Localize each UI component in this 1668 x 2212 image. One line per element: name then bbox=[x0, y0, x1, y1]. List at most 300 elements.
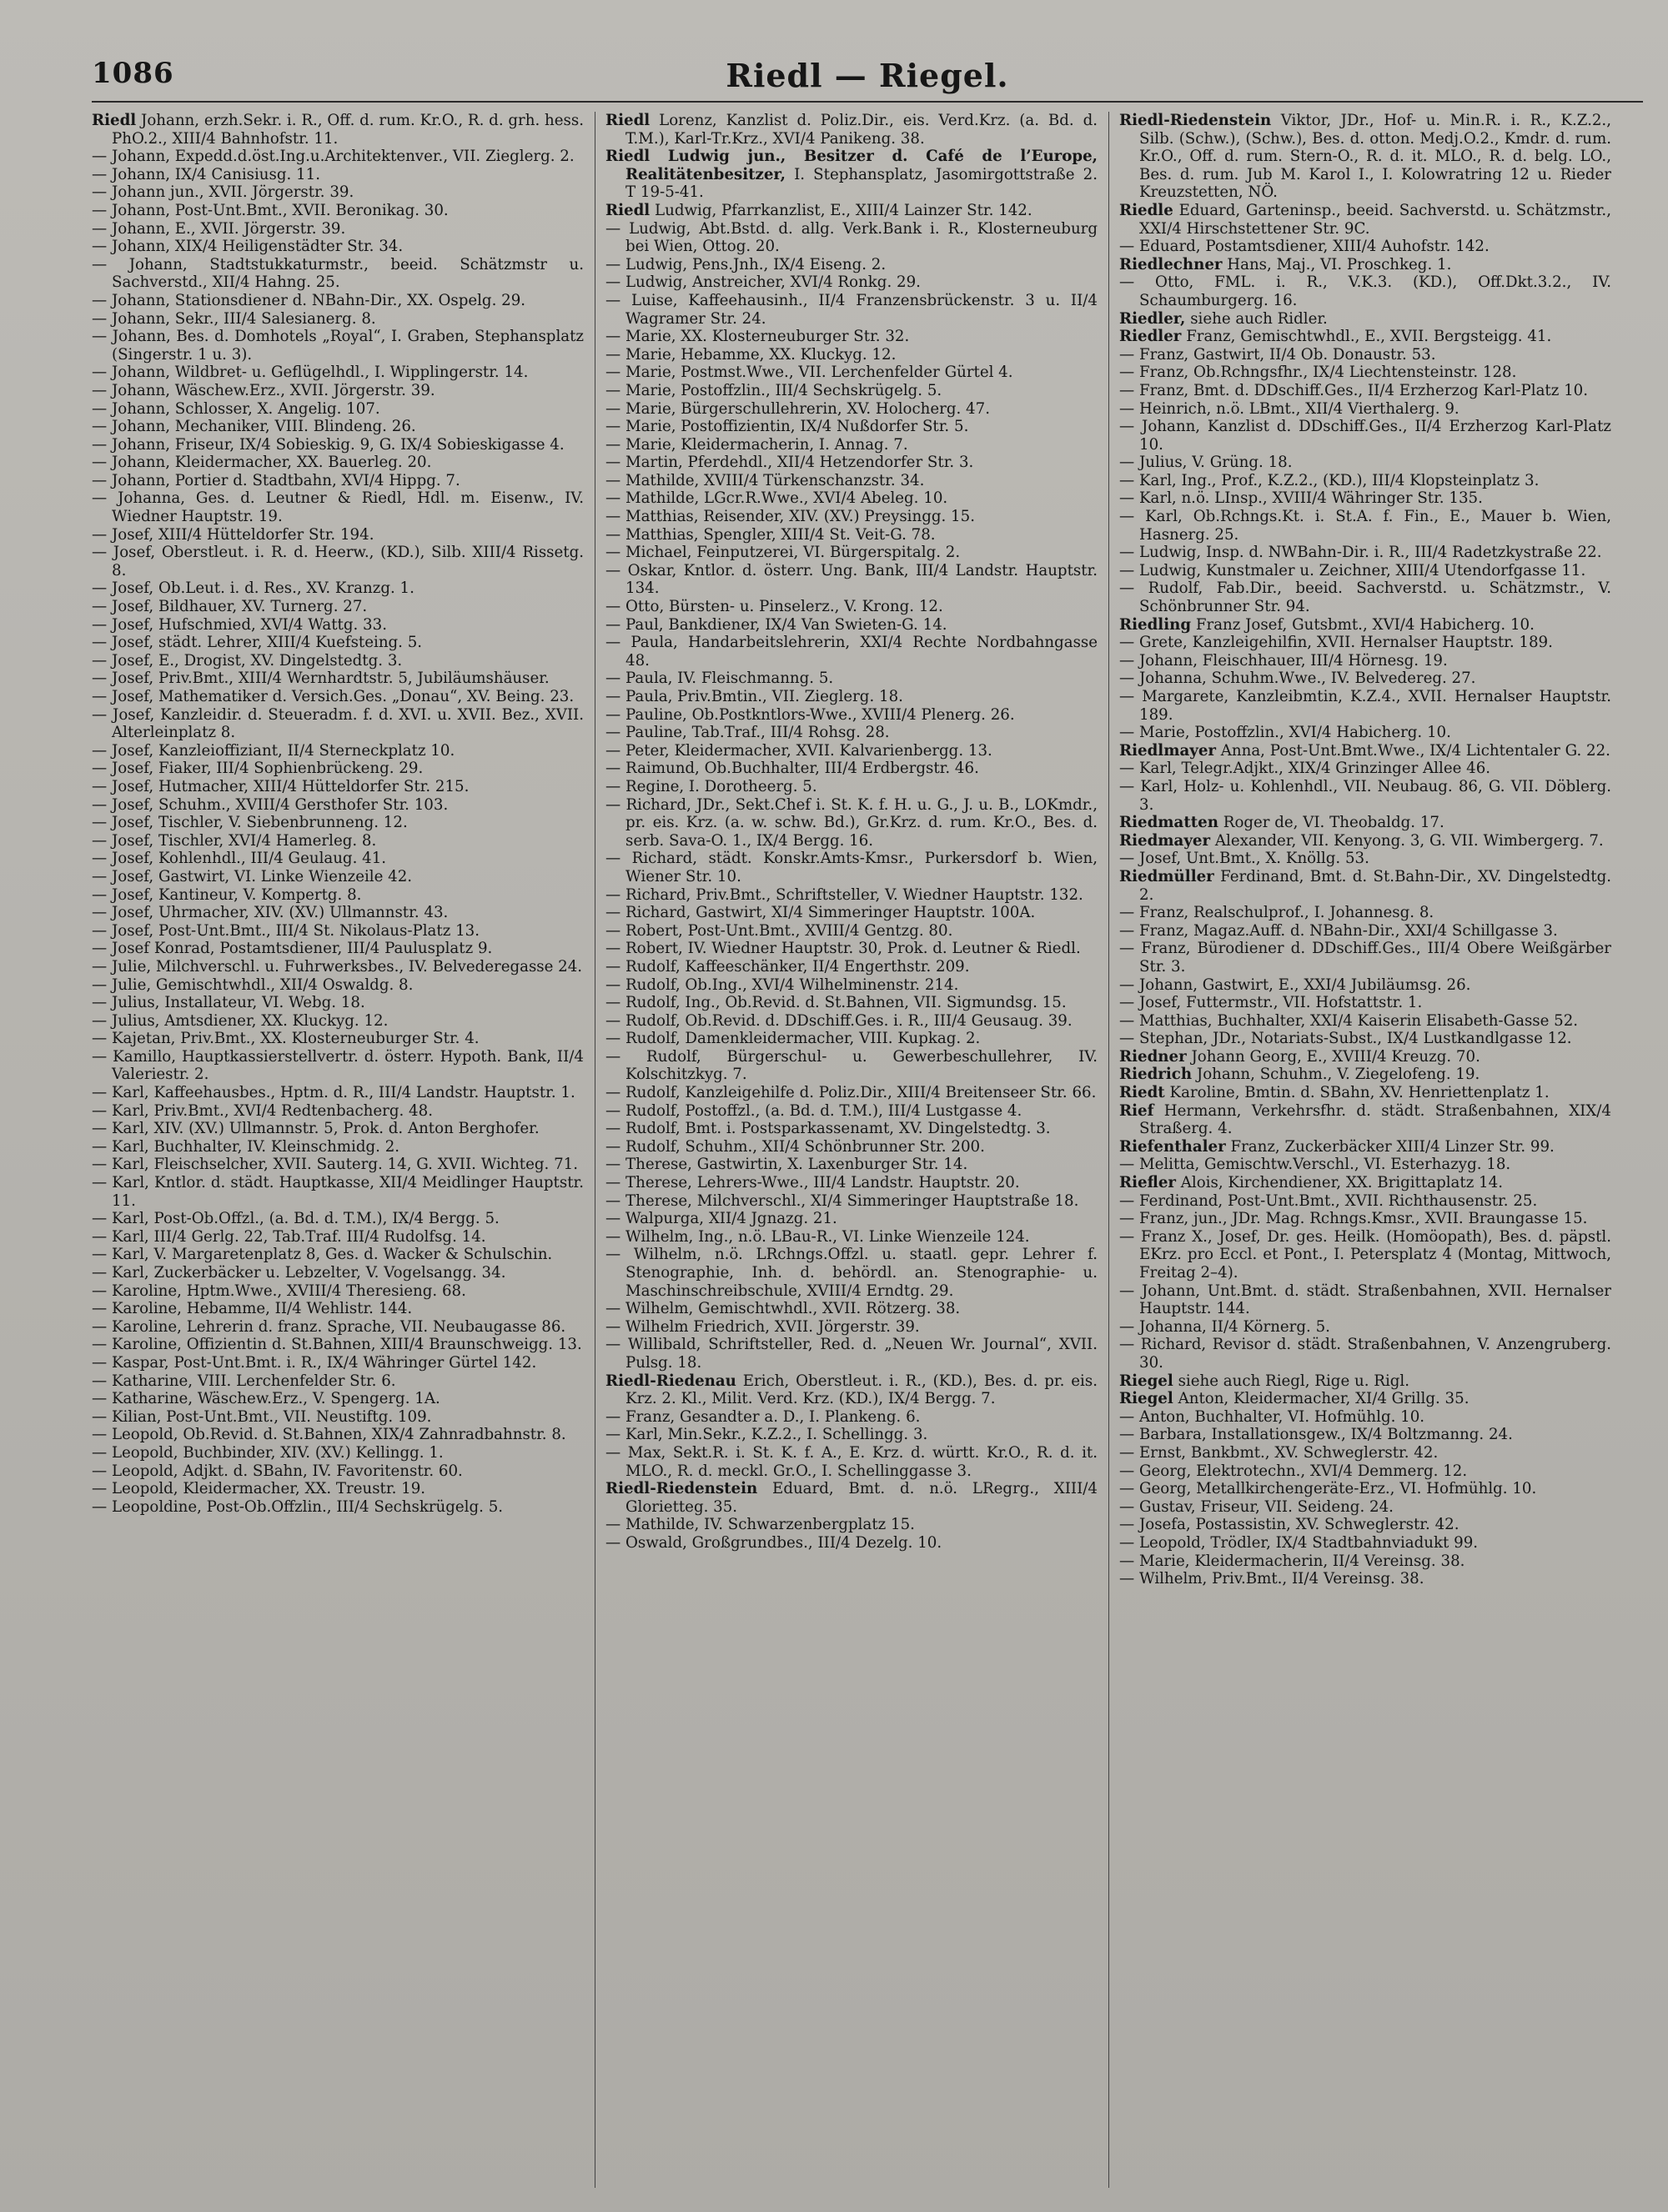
entry-details: — Josef, Hutmacher, XIII/4 Hütteldorfer Str. 215. bbox=[92, 777, 470, 795]
entry-details: — Franz, Gesandter a. D., I. Plankeng. 6. bbox=[605, 1407, 921, 1426]
entry-details: — Ludwig, Kunstmaler u. Zeichner, XIII/4 Utendorfgasse 11. bbox=[1119, 561, 1586, 579]
directory-entry bbox=[92, 148, 584, 166]
directory-entry bbox=[605, 886, 1098, 905]
entry-details: — Katharine, Wäschew.Erz., V. Spengerg. 1A. bbox=[92, 1390, 440, 1408]
directory-entry bbox=[605, 1030, 1098, 1048]
directory-entry bbox=[605, 328, 1098, 346]
entry-details: — Richard, Gastwirt, XI/4 Simmeringer Hauptstr. 100A. bbox=[605, 904, 1036, 922]
entry-details: Viktor, JDr., Hof- u. Min.R. i. R., K.Z.2., Silb. (Schw.), (Schw.), Bes. d. otton. Medj.O.2., Kmdr. d. rum. Kr.O., Off. d. rum. Stern-O., R. d. it. MLO., R. d. belg. LO., Bes. d. rum. Jub M. Karol I., I. Kolowratring 12 u. Rieder Kreuzstetten, NÖ. bbox=[1139, 112, 1611, 202]
entry-details: — Karoline, Hebamme, II/4 Wehlistr. 144. bbox=[92, 1300, 413, 1318]
entry-details: — Gustav, Friseur, VII. Seideng. 24. bbox=[1119, 1497, 1394, 1516]
entry-details: — Karoline, Hptm.Wwe., XVIII/4 Theresieng. 68. bbox=[92, 1282, 466, 1300]
entry-surname: Riedner bbox=[1119, 1047, 1187, 1066]
directory-entry bbox=[92, 1084, 584, 1102]
entry-surname: Riedmayer bbox=[1119, 831, 1211, 850]
directory-entry bbox=[605, 1120, 1098, 1138]
entry-details: — Karl, Kntlor. d. städt. Hauptkasse, XII/4 Meidlinger Hauptstr. 11. bbox=[92, 1174, 584, 1210]
entry-details: — Matthias, Reisender, XIV. (XV.) Preysingg. 15. bbox=[605, 508, 975, 526]
directory-entry bbox=[1119, 1516, 1611, 1534]
page-number: 1086 bbox=[92, 57, 174, 90]
entry-details: — Wilhelm, Gemischtwhdl., XVII. Rötzerg. 38. bbox=[605, 1300, 961, 1318]
directory-entry bbox=[92, 1372, 584, 1391]
directory-entry bbox=[92, 706, 584, 742]
entry-details: — Marie, Bürgerschullehrerin, XV. Holocherg. 47. bbox=[605, 399, 990, 418]
directory-entry bbox=[605, 256, 1098, 274]
entry-details: — Ernst, Bankbmt., XV. Schweglerstr. 42. bbox=[1119, 1443, 1439, 1462]
entry-details: — Julius, Installateur, VI. Webg. 18. bbox=[92, 994, 365, 1012]
directory-entry bbox=[92, 183, 584, 202]
directory-entry bbox=[92, 1480, 584, 1498]
entry-details: Anna, Post-Unt.Bmt.Wwe., IX/4 Lichtentaler G. 22. bbox=[1220, 741, 1610, 760]
entry-details: Franz, Zuckerbäcker XIII/4 Linzer Str. 99. bbox=[1230, 1137, 1555, 1156]
directory-entry bbox=[92, 472, 584, 490]
directory-entry bbox=[605, 760, 1098, 778]
entry-details: — Johann, Stadtstukkaturmstr., beeid. Schätzmstr u. Sachverstd., XII/4 Hahng. 25. bbox=[92, 255, 584, 292]
entry-details: — Ferdinand, Post-Unt.Bmt., XVII. Richthausenstr. 25. bbox=[1119, 1191, 1538, 1210]
entry-details: — Josef, städt. Lehrer, XIII/4 Kuefsteing. 5. bbox=[92, 634, 423, 652]
entry-details: — Kilian, Post-Unt.Bmt., VII. Neustiftg. 109. bbox=[92, 1407, 432, 1426]
directory-entry bbox=[605, 148, 1098, 202]
directory-entry bbox=[1119, 1534, 1611, 1552]
entry-surname: Riedmatten bbox=[1119, 814, 1218, 832]
entry-details: — Paula, IV. Fleischmanng. 5. bbox=[605, 670, 834, 688]
entry-details: Anton, Kleidermacher, XI/4 Grillg. 35. bbox=[1178, 1390, 1470, 1408]
entry-details: — Margarete, Kanzleibmtin, K.Z.4., XVII. Hernalser Hauptstr. 189. bbox=[1119, 688, 1611, 724]
directory-entry bbox=[1119, 1444, 1611, 1462]
directory-entry bbox=[1119, 328, 1611, 346]
entry-details: — Marie, Hebamme, XX. Kluckyg. 12. bbox=[605, 345, 897, 364]
directory-entry bbox=[605, 598, 1098, 616]
entry-details: — Josef, Kanzleidir. d. Steueradm. f. d. XVI. u. XVII. Bez., XVII. Alterleinplatz 8. bbox=[92, 705, 584, 742]
directory-entry bbox=[92, 526, 584, 544]
entry-details: — Kamillo, Hauptkassierstellvertr. d. österr. Hypoth. Bank, II/4 Valeriestr. 2. bbox=[92, 1047, 584, 1084]
directory-entry bbox=[92, 238, 584, 256]
directory-entry bbox=[92, 1138, 584, 1156]
directory-entry bbox=[1119, 832, 1611, 850]
entry-details: — Marie, Postoffizientin, IX/4 Nußdorfer Str. 5. bbox=[605, 418, 969, 436]
directory-entry bbox=[1119, 1174, 1611, 1192]
entry-details: — Johanna, Schuhm.Wwe., IV. Belvedereg. 27. bbox=[1119, 670, 1476, 688]
entry-details: — Therese, Lehrers-Wwe., III/4 Landstr. Hauptstr. 20. bbox=[605, 1174, 1020, 1192]
entry-details: — Wilhelm, Priv.Bmt., II/4 Vereinsg. 38. bbox=[1119, 1570, 1424, 1588]
directory-entry bbox=[92, 382, 584, 400]
directory-entry bbox=[1119, 310, 1611, 329]
directory-entry bbox=[92, 1264, 584, 1282]
directory-entry bbox=[92, 1498, 584, 1517]
directory-entry bbox=[1119, 489, 1611, 508]
directory-entry bbox=[605, 220, 1098, 256]
directory-entry bbox=[1119, 202, 1611, 238]
directory-entry bbox=[1119, 346, 1611, 364]
entry-details: — Josef, Ob.Leut. i. d. Res., XV. Kranzg. 1. bbox=[92, 579, 414, 598]
directory-entry bbox=[605, 796, 1098, 850]
directory-entry bbox=[1119, 1012, 1611, 1031]
directory-entry bbox=[605, 526, 1098, 544]
directory-entry bbox=[1119, 256, 1611, 274]
directory-entry bbox=[92, 688, 584, 706]
entry-details: — Matthias, Buchhalter, XXI/4 Kaiserin Elisabeth-Gasse 52. bbox=[1119, 1011, 1579, 1030]
entry-details: — Richard, JDr., Sekt.Chef i. St. K. f. H. u. G., J. u. B., LOKmdr., pr. eis. Krz. (a. w. schw. Bd.), Gr.Krz. d. rum. Kr.O., Bes. d. serb. Sava-O. 1., IX/4 Bergg. 16. bbox=[605, 795, 1098, 850]
entry-details: — Karl, Post-Ob.Offzl., (a. Bd. d. T.M.), IX/4 Bergg. 5. bbox=[92, 1210, 500, 1228]
entry-details: — Leopold, Trödler, IX/4 Stadtbahnviadukt 99. bbox=[1119, 1533, 1479, 1552]
directory-entry bbox=[1119, 1066, 1611, 1084]
entry-details: — Johann, Bes. d. Domhotels „Royal“, I. Graben, Stephansplatz (Singerstr. 1 u. 3). bbox=[92, 328, 584, 364]
entry-details: — Marie, Postoffzlin., XVI/4 Habicherg. 10. bbox=[1119, 724, 1451, 742]
entry-details: — Karl, Kaffeehausbes., Hptm. d. R., III/4 Landstr. Hauptstr. 1. bbox=[92, 1084, 575, 1102]
directory-entry bbox=[1119, 1228, 1611, 1282]
directory-entry bbox=[1119, 400, 1611, 419]
directory-entry bbox=[92, 1354, 584, 1372]
directory-entry bbox=[1119, 616, 1611, 635]
directory-entry bbox=[92, 1048, 584, 1084]
entry-details: — Georg, Metallkirchengeräte-Erz., VI. Hofmühlg. 10. bbox=[1119, 1480, 1537, 1498]
directory-entry bbox=[605, 382, 1098, 400]
directory-entry bbox=[605, 1228, 1098, 1246]
entry-details: — Robert, Post-Unt.Bmt., XVIII/4 Gentzg. 80. bbox=[605, 921, 953, 940]
entry-details: — Josef, Oberstleut. i. R. d. Heerw., (KD.), Silb. XIII/4 Rissetg. 8. bbox=[92, 544, 584, 579]
entry-details: Karoline, Bmtin. d. SBahn, XV. Henriettenplatz 1. bbox=[1169, 1084, 1550, 1102]
directory-entry bbox=[92, 598, 584, 616]
entry-details: — Leopold, Buchbinder, XIV. (XV.) Kellingg. 1. bbox=[92, 1443, 444, 1462]
entry-details: — Johanna, II/4 Körnerg. 5. bbox=[1119, 1317, 1330, 1336]
entry-details: — Karl, Telegr.Adjkt., XIX/4 Grinzinger Allee 46. bbox=[1119, 760, 1491, 778]
directory-entry bbox=[1119, 472, 1611, 490]
entry-details: — Paula, Handarbeitslehrerin, XXI/4 Rechte Nordbahngasse 48. bbox=[605, 634, 1098, 670]
entry-details: — Josef, Tischler, XVI/4 Hamerleg. 8. bbox=[92, 831, 377, 850]
directory-entry bbox=[605, 850, 1098, 885]
directory-entry bbox=[1119, 544, 1611, 562]
entry-details: — Rudolf, Damenkleidermacher, VIII. Kupkag. 2. bbox=[605, 1030, 981, 1048]
entry-details: — Max, Sekt.R. i. St. K. f. A., E. Krz. d. württ. Kr.O., R. d. it. MLO., R. d. meckl. Gr.O., I. Schellinggasse 3. bbox=[605, 1443, 1098, 1480]
directory-entry bbox=[1119, 652, 1611, 670]
entry-details: — Karoline, Offizientin d. St.Bahnen, XIII/4 Braunschweigg. 13. bbox=[92, 1336, 582, 1354]
entry-details: — Josef, Hufschmied, XVI/4 Wattg. 33. bbox=[92, 615, 387, 634]
entry-surname: Riegel bbox=[1119, 1372, 1173, 1390]
entry-details: — Johanna, Ges. d. Leutner & Riedl, Hdl. m. Eisenw., IV. Wiedner Hauptstr. 19. bbox=[92, 489, 584, 526]
directory-entry bbox=[605, 1210, 1098, 1228]
entry-details: — Therese, Gastwirtin, X. Laxenburger Str. 14. bbox=[605, 1156, 968, 1174]
directory-entry bbox=[1119, 940, 1611, 976]
entry-details: — Johann, Wäschew.Erz., XVII. Jörgerstr. 39. bbox=[92, 381, 435, 399]
entry-details: — Paula, Priv.Bmtin., VII. Zieglerg. 18. bbox=[605, 688, 903, 705]
directory-entry bbox=[605, 1246, 1098, 1300]
entry-details: — Josef, Kantineur, V. Kompertg. 8. bbox=[92, 885, 362, 904]
entry-details: Eduard, Garteninsp., beeid. Sachverstd. u. Schätzmstr., XXI/4 Hirschstettener Str. 9C. bbox=[1139, 201, 1611, 238]
directory-entry bbox=[92, 904, 584, 922]
entry-details: siehe auch Riegl, Rige u. Rigl. bbox=[1178, 1372, 1410, 1390]
entry-details: — Peter, Kleidermacher, XVII. Kalvarienbergg. 13. bbox=[605, 741, 992, 760]
directory-entry bbox=[1119, 382, 1611, 400]
directory-entry bbox=[1119, 922, 1611, 940]
directory-entry bbox=[92, 202, 584, 220]
directory-entry bbox=[92, 328, 584, 364]
entry-details: — Josef, E., Drogist, XV. Dingelstedtg. 3. bbox=[92, 651, 403, 670]
entry-details: Ferdinand, Bmt. d. St.Bahn-Dir., XV. Dingelstedtg. 2. bbox=[1139, 867, 1611, 904]
entry-details: — Anton, Buchhalter, VI. Hofmühlg. 10. bbox=[1119, 1407, 1425, 1426]
entry-details: Johann Georg, E., XVIII/4 Kreuzg. 70. bbox=[1191, 1047, 1480, 1066]
entry-details: — Marie, XX. Klosterneuburger Str. 32. bbox=[605, 328, 910, 346]
entry-details: — Julie, Gemischtwhdl., XII/4 Oswaldg. 8. bbox=[92, 976, 414, 994]
entry-details: — Richard, städt. Konskr.Amts-Kmsr., Purkersdorf b. Wien, Wiener Str. 10. bbox=[605, 850, 1098, 885]
entry-details: — Franz, Magaz.Auff. d. NBahn-Dir., XXI/4 Schillgasse 3. bbox=[1119, 921, 1558, 940]
directory-entry bbox=[92, 742, 584, 760]
directory-entry bbox=[92, 994, 584, 1012]
entry-details: — Rudolf, Fab.Dir., beeid. Sachverstd. u. Schätzmstr., V. Schönbrunner Str. 94. bbox=[1119, 579, 1611, 616]
directory-entry bbox=[92, 1390, 584, 1408]
entry-details: — Walpurga, XII/4 Jgnazg. 21. bbox=[605, 1210, 837, 1228]
directory-entry bbox=[605, 1336, 1098, 1372]
entry-details: — Mathilde, XVIII/4 Türkenschanzstr. 34. bbox=[605, 471, 925, 489]
entry-details: — Josef, Unt.Bmt., X. Knöllg. 53. bbox=[1119, 850, 1369, 868]
entry-details: — Therese, Milchverschl., XI/4 Simmeringer Hauptstraße 18. bbox=[605, 1191, 1079, 1210]
entry-surname: Riedl bbox=[605, 112, 651, 129]
entry-surname: Rief bbox=[1119, 1101, 1154, 1120]
entry-details: — Johann, Wildbret- u. Geflügelhdl., I. Wipplingerstr. 14. bbox=[92, 364, 529, 382]
directory-entry bbox=[1119, 688, 1611, 724]
column-2 bbox=[605, 112, 1098, 2196]
entry-details: — Josef, Futtermstr., VII. Hofstattstr. 1. bbox=[1119, 994, 1423, 1012]
directory-entry bbox=[1119, 112, 1611, 202]
directory-entry bbox=[1119, 814, 1611, 832]
entry-details: — Johann, XIX/4 Heiligenstädter Str. 34. bbox=[92, 238, 404, 256]
directory-entry bbox=[92, 454, 584, 472]
entry-details: — Rudolf, Kanzleigehilfe d. Poliz.Dir., XIII/4 Breitenseer Str. 66. bbox=[605, 1084, 1097, 1102]
directory-entry bbox=[1119, 1030, 1611, 1048]
entry-details: — Mathilde, LGcr.R.Wwe., XVI/4 Abeleg. 10. bbox=[605, 489, 948, 508]
entry-details: — Josef, Tischler, V. Siebenbrunneng. 12. bbox=[92, 814, 408, 832]
entry-details: — Johann, Schlosser, X. Angelig. 107. bbox=[92, 399, 380, 418]
entry-details: — Julius, V. Grüng. 18. bbox=[1119, 454, 1293, 472]
directory-entry bbox=[605, 1192, 1098, 1211]
directory-entry bbox=[92, 1444, 584, 1462]
entry-details: — Leopoldine, Post-Ob.Offzlin., III/4 Sechskrügelg. 5. bbox=[92, 1497, 504, 1516]
directory-entry bbox=[605, 706, 1098, 725]
entry-details: — Marie, Kleidermacherin, II/4 Vereinsg. 38. bbox=[1119, 1552, 1465, 1570]
directory-entry bbox=[1119, 1318, 1611, 1337]
directory-entry bbox=[605, 1444, 1098, 1480]
entry-details: Hermann, Verkehrsfhr. d. städt. Straßenbahnen, XIX/4 Straßerg. 4. bbox=[1139, 1101, 1611, 1138]
directory-entry bbox=[1119, 1156, 1611, 1174]
entry-details: — Josef, Uhrmacher, XIV. (XV.) Ullmannstr. 43. bbox=[92, 904, 449, 922]
directory-entry bbox=[1119, 778, 1611, 814]
directory-entry bbox=[605, 472, 1098, 490]
entry-details: — Michael, Feinputzerei, VI. Bürgerspitalg. 2. bbox=[605, 544, 961, 562]
entry-details: — Johann, Mechaniker, VIII. Blindeng. 26. bbox=[92, 418, 416, 436]
entry-details: — Stephan, JDr., Notariats-Subst., IX/4 Lustkandlgasse 12. bbox=[1119, 1030, 1572, 1048]
directory-entry bbox=[92, 958, 584, 976]
entry-details: Franz, Gemischtwhdl., E., XVII. Bergsteigg. 41. bbox=[1186, 328, 1552, 346]
entry-details: — Martin, Pferdehdl., XII/4 Hetzendorfer Str. 3. bbox=[605, 454, 974, 472]
directory-entry bbox=[92, 1300, 584, 1318]
entry-details: — Richard, Revisor d. städt. Straßenbahnen, V. Anzengruberg. 30. bbox=[1119, 1336, 1611, 1372]
directory-entry bbox=[605, 1012, 1098, 1031]
directory-entry bbox=[92, 310, 584, 329]
directory-entry bbox=[605, 940, 1098, 958]
entry-details: — Robert, IV. Wiedner Hauptstr. 30, Prok. d. Leutner & Riedl. bbox=[605, 940, 1081, 958]
entry-details: — Franz, Ob.Rchngsfhr., IX/4 Liechtensteinstr. 128. bbox=[1119, 364, 1517, 382]
entry-details: — Georg, Elektrotechn., XVI/4 Demmerg. 12. bbox=[1119, 1462, 1468, 1480]
directory-entry bbox=[605, 1048, 1098, 1084]
entry-details: — Katharine, VIII. Lerchenfelder Str. 6. bbox=[92, 1372, 396, 1390]
directory-entry bbox=[1119, 1138, 1611, 1156]
directory-entry bbox=[92, 634, 584, 652]
directory-entry bbox=[1119, 904, 1611, 922]
entry-details: — Josef, Kanzleioffiziant, II/4 Sterneckplatz 10. bbox=[92, 741, 455, 760]
directory-entry bbox=[92, 1120, 584, 1138]
entry-details: — Franz, Gastwirt, II/4 Ob. Donaustr. 53. bbox=[1119, 345, 1436, 364]
directory-entry bbox=[1119, 1048, 1611, 1066]
entry-details: — Franz X., Josef, Dr. ges. Heilk. (Homöopath), Bes. d. päpstl. EKrz. pro Eccl. et Pont., I. Petersplatz 4 (Montag, Mittwoch, Freitag 2–4). bbox=[1119, 1227, 1611, 1282]
directory-entry bbox=[605, 994, 1098, 1012]
directory-entry bbox=[1119, 1480, 1611, 1498]
entry-surname: Riedlmayer bbox=[1119, 741, 1216, 760]
entry-details: — Pauline, Ob.Postkntlors-Wwe., XVIII/4 Plenerg. 26. bbox=[605, 705, 1015, 724]
directory-entry bbox=[605, 1174, 1098, 1192]
directory-entry bbox=[605, 489, 1098, 508]
directory-entry bbox=[605, 688, 1098, 706]
entry-details: — Karl, XIV. (XV.) Ullmannstr. 5, Prok. d. Anton Berghofer. bbox=[92, 1120, 540, 1138]
directory-entry bbox=[1119, 742, 1611, 760]
entry-surname: Riefler bbox=[1119, 1174, 1176, 1192]
directory-entry bbox=[605, 418, 1098, 436]
entry-details: — Karl, Min.Sekr., K.Z.2., I. Schellingg. 3. bbox=[605, 1426, 928, 1444]
entry-surname: Riedt bbox=[1119, 1084, 1165, 1102]
entry-details: Lorenz, Kanzlist d. Poliz.Dir., eis. Verd.Krz. (a. Bd. d. T.M.), Karl-Tr.Krz., XVI/4 Panikeng. 38. bbox=[626, 112, 1098, 148]
entry-details: — Leopold, Adjkt. d. SBahn, IV. Favoritenstr. 60. bbox=[92, 1462, 463, 1480]
directory-entry bbox=[92, 1228, 584, 1246]
directory-entry bbox=[1119, 562, 1611, 580]
entry-details: — Karl, Ing., Prof., K.Z.2., (KD.), III/4 Klopsteinplatz 3. bbox=[1119, 471, 1540, 489]
directory-entry bbox=[1119, 868, 1611, 904]
entry-details: — Johann, E., XVII. Jörgerstr. 39. bbox=[92, 219, 346, 238]
directory-entry bbox=[605, 634, 1098, 670]
entry-details: — Johann, Kleidermacher, XX. Bauerleg. 20. bbox=[92, 454, 432, 472]
entry-surname: Riedler, bbox=[1119, 309, 1186, 328]
directory-entry bbox=[605, 1372, 1098, 1408]
directory-entry bbox=[92, 814, 584, 832]
entry-details: — Rudolf, Ob.Ing., XVI/4 Wilhelminenstr. 214. bbox=[605, 976, 959, 994]
entry-details: — Franz, jun., JDr. Mag. Rchngs.Kmsr., XVII. Braungasse 15. bbox=[1119, 1210, 1588, 1228]
column-3 bbox=[1119, 112, 1611, 2196]
directory-entry bbox=[92, 1318, 584, 1337]
directory-entry bbox=[1119, 850, 1611, 868]
entry-details: — Josef, Gastwirt, VI. Linke Wienzeile 42. bbox=[92, 867, 413, 885]
entry-surname: Riedrich bbox=[1119, 1066, 1193, 1084]
entry-details: — Otto, FML. i. R., V.K.3. (KD.), Off.Dkt.3.2., IV. Schaumburgerg. 16. bbox=[1119, 273, 1611, 309]
directory-entry bbox=[1119, 634, 1611, 652]
directory-entry bbox=[1119, 1282, 1611, 1318]
entry-details: — Josef, Bildhauer, XV. Turnerg. 27. bbox=[92, 598, 368, 616]
entry-details: — Rudolf, Schuhm., XII/4 Schönbrunner Str. 200. bbox=[605, 1137, 985, 1156]
directory-entry bbox=[605, 1516, 1098, 1534]
entry-details: — Otto, Bürsten- u. Pinselerz., V. Krong. 12. bbox=[605, 598, 943, 616]
entry-details: Erich, Oberstleut. i. R., (KD.), Bes. d. pr. eis. Krz. 2. Kl., Milit. Verd. Krz. (KD.), IX/4 Bergg. 7. bbox=[626, 1372, 1098, 1408]
directory-entry bbox=[92, 1210, 584, 1228]
directory-entry bbox=[605, 742, 1098, 760]
entry-details: — Johann, IX/4 Canisiusg. 11. bbox=[92, 165, 320, 183]
directory-entry bbox=[92, 418, 584, 436]
directory-entry bbox=[92, 796, 584, 815]
directory-entry bbox=[1119, 1552, 1611, 1571]
entry-details: Roger de, VI. Theobaldg. 17. bbox=[1223, 814, 1444, 832]
entry-details: — Karl, Buchhalter, IV. Kleinschmidg. 2. bbox=[92, 1137, 400, 1156]
directory-entry bbox=[92, 1156, 584, 1174]
entry-details: — Karl, n.ö. LInsp., XVIII/4 Währinger Str. 135. bbox=[1119, 489, 1483, 508]
entry-details: — Josef, Fiaker, III/4 Sophienbrückeng. 29. bbox=[92, 760, 424, 778]
directory-entry bbox=[605, 724, 1098, 742]
directory-entry bbox=[605, 670, 1098, 688]
entry-surname: Riedle bbox=[1119, 201, 1173, 219]
directory-entry bbox=[1119, 670, 1611, 688]
directory-entry bbox=[1119, 1192, 1611, 1211]
directory-entry bbox=[92, 112, 584, 148]
entry-surname: Riedler bbox=[1119, 328, 1182, 346]
directory-entry bbox=[1119, 1462, 1611, 1481]
entry-details: — Franz, Bmt. d. DDschiff.Ges., II/4 Erzherzog Karl-Platz 10. bbox=[1119, 381, 1589, 399]
directory-entry bbox=[1119, 760, 1611, 778]
directory-entry bbox=[92, 400, 584, 419]
directory-entry bbox=[605, 112, 1098, 148]
entry-details: — Kajetan, Priv.Bmt., XX. Klosterneuburger Str. 4. bbox=[92, 1030, 480, 1048]
directory-entry bbox=[92, 1426, 584, 1444]
entry-surname: Riedmüller bbox=[1119, 867, 1214, 885]
directory-entry bbox=[1119, 508, 1611, 544]
directory-entry bbox=[1119, 1102, 1611, 1138]
directory-entry bbox=[92, 1282, 584, 1301]
directory-entry bbox=[1119, 1570, 1611, 1588]
entry-details: Johann, Schuhm., V. Ziegelofeng. 19. bbox=[1196, 1066, 1480, 1084]
directory-entry bbox=[92, 922, 584, 940]
entry-details: — Regine, I. Dorotheerg. 5. bbox=[605, 777, 817, 795]
directory-entry bbox=[605, 1156, 1098, 1174]
entry-details: — Karl, V. Margaretenplatz 8, Ges. d. Wacker & Schulschin. bbox=[92, 1246, 553, 1264]
directory-entry bbox=[605, 922, 1098, 940]
page-header bbox=[92, 57, 1643, 93]
entry-details: Eduard, Bmt. d. n.ö. LRegrg., XIII/4 Glorietteg. 35. bbox=[626, 1480, 1098, 1516]
entry-surname: Riedl-Riedenstein bbox=[605, 1480, 758, 1498]
entry-details: — Marie, Kleidermacherin, I. Annag. 7. bbox=[605, 435, 908, 454]
entry-details: — Ludwig, Anstreicher, XVI/4 Ronkg. 29. bbox=[605, 273, 921, 292]
entry-details: — Johann, Fleischhauer, III/4 Hörnesg. 19. bbox=[1119, 651, 1448, 670]
directory-entry bbox=[1119, 454, 1611, 472]
directory-entry bbox=[1119, 1408, 1611, 1427]
entry-details: — Josef, XIII/4 Hütteldorfer Str. 194. bbox=[92, 525, 374, 544]
directory-entry bbox=[605, 400, 1098, 419]
entry-details: I. Stephansplatz, Jasomirgottstraße 2. T 19-5-41. bbox=[626, 165, 1098, 202]
entry-details: — Julie, Milchverschl. u. Fuhrwerksbes., IV. Belvederegasse 24. bbox=[92, 957, 583, 976]
directory-entry bbox=[605, 436, 1098, 454]
directory-entry bbox=[92, 166, 584, 184]
directory-entry bbox=[605, 1084, 1098, 1102]
directory-entry bbox=[92, 832, 584, 850]
directory-entry bbox=[92, 489, 584, 525]
directory-entry bbox=[1119, 1372, 1611, 1391]
entry-details: — Ludwig, Pens.Jnh., IX/4 Eiseng. 2. bbox=[605, 255, 887, 273]
directory-entry bbox=[92, 1174, 584, 1210]
directory-entry bbox=[605, 292, 1098, 328]
directory-entry bbox=[92, 436, 584, 454]
entry-details: — Leopold, Kleidermacher, XX. Treustr. 19. bbox=[92, 1480, 426, 1498]
directory-entry bbox=[1119, 994, 1611, 1012]
directory-entry bbox=[1119, 1336, 1611, 1372]
entry-details: Hans, Maj., VI. Proschkeg. 1. bbox=[1227, 255, 1452, 273]
directory-entry bbox=[605, 454, 1098, 472]
entry-details: — Oswald, Großgrundbes., III/4 Dezelg. 10. bbox=[605, 1533, 942, 1552]
directory-entry bbox=[92, 579, 584, 598]
directory-entry bbox=[605, 508, 1098, 526]
entry-details: — Johann, Sekr., III/4 Salesianerg. 8. bbox=[92, 309, 376, 328]
entry-details: — Wilhelm Friedrich, XVII. Jörgerstr. 39. bbox=[605, 1317, 920, 1336]
